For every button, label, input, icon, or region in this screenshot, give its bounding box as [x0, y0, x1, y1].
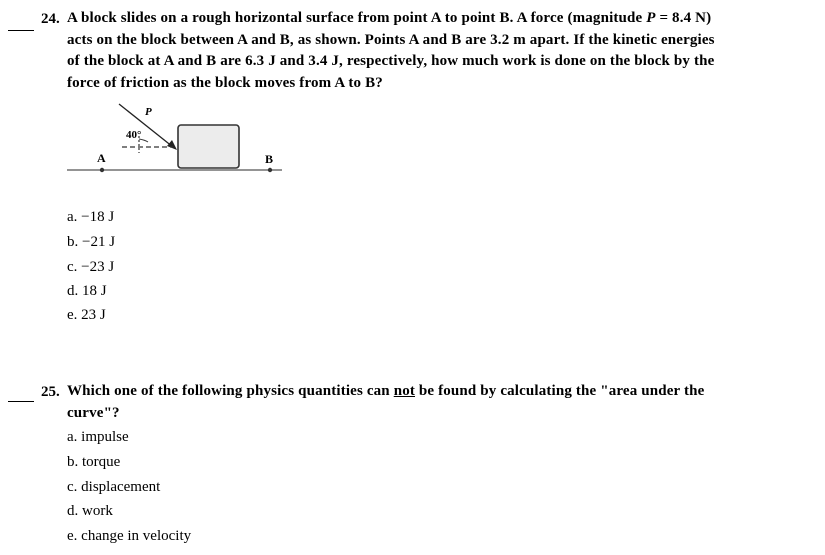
q24-choice-a[interactable]: a. −18 J [67, 209, 115, 225]
q24-line-3: of the block at A and B are 6.3 J and 3.4 J, respectively, how much work is done on the block by the [67, 53, 715, 69]
q24-line-2: acts on the block between A and B, as shown. Points A and B are 3.2 m apart. If the kinetic energies [67, 31, 715, 48]
q24-force-diagram [60, 96, 300, 181]
q25-choice-e[interactable]: e. change in velocity [67, 528, 192, 544]
label-force-p: P [145, 106, 152, 118]
q24-line-4: force of friction as the block moves from A to B? [67, 74, 383, 91]
q25-line-1-part-a: Which one of the following physics quantities can [67, 383, 394, 399]
q24-choice-d[interactable]: d. 18 J [67, 283, 107, 299]
q24-line-1-part-b: = 8.4 N) [655, 10, 712, 26]
answer-blank-q24[interactable] [8, 30, 34, 31]
q24-force-symbol: P [646, 10, 656, 26]
point-b-marker [268, 168, 272, 172]
q24-choice-b[interactable]: b. −21 J [67, 234, 116, 250]
q24-choice-e[interactable]: e. 23 J [67, 307, 106, 323]
question-number-25: 25. [41, 384, 60, 400]
block [178, 125, 239, 168]
q25-choice-d[interactable]: d. work [67, 503, 113, 519]
q25-line-2: curve"? [67, 405, 120, 421]
q25-line-1-part-b: be found by calculating the "area under the [415, 383, 705, 399]
q24-line-1 [67, 8, 711, 30]
force-arrow-head [167, 140, 177, 150]
label-point-a: A [97, 151, 106, 165]
answer-blank-q25[interactable] [8, 401, 34, 402]
q25-choice-c[interactable]: c. displacement [67, 479, 161, 495]
q25-not-underlined: not [393, 383, 416, 399]
q25-line-1 [67, 381, 704, 403]
q25-choice-b[interactable]: b. torque [67, 454, 121, 470]
label-angle: 40° [126, 129, 142, 141]
question-number-24: 24. [41, 11, 60, 27]
label-point-b: B [265, 152, 274, 166]
q25-choice-a[interactable]: a. impulse [67, 429, 129, 445]
q24-choice-c[interactable]: c. −23 J [67, 259, 115, 275]
point-a-marker [100, 168, 104, 172]
q24-line-1-part-a: A block slides on a rough horizontal surface from point A to point B. A force (magnitude [67, 10, 647, 26]
